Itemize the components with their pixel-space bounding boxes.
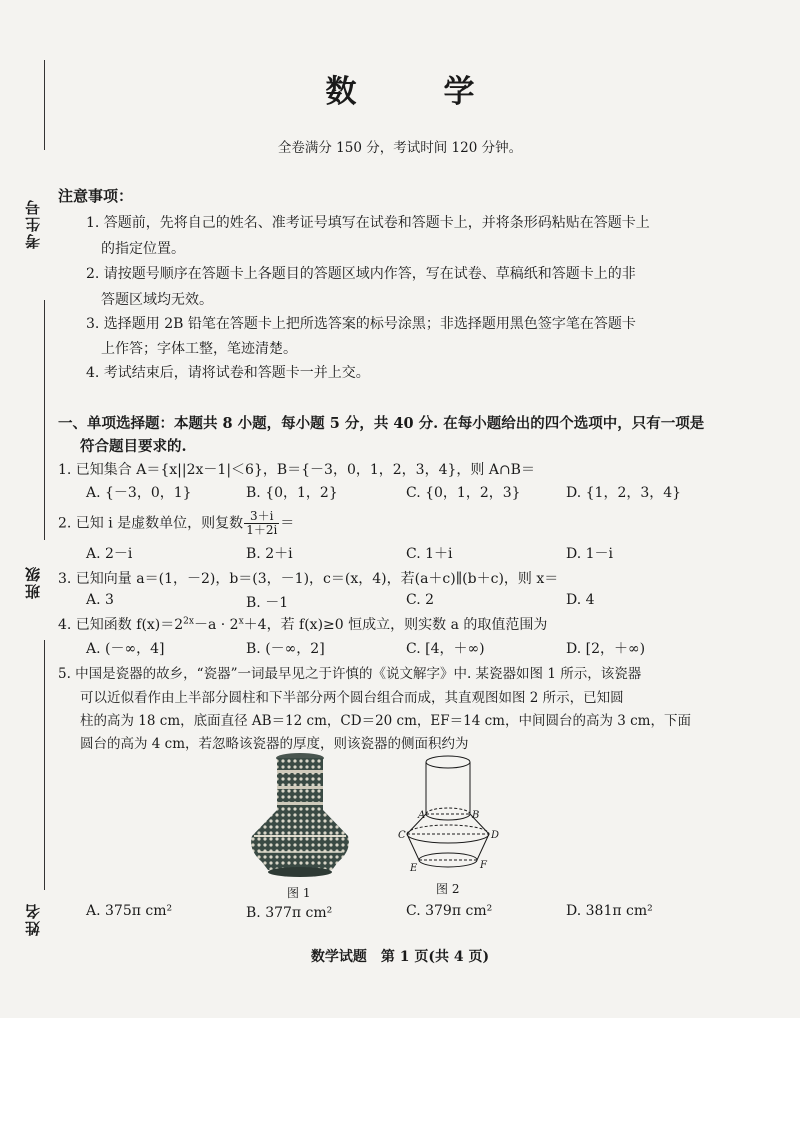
q4-exponent: 2x <box>183 616 194 627</box>
notice-line: 1. 答题前，先将自己的姓名、准考证号填写在试卷和答题卡上，并将条形码粘贴在答题卡上 <box>86 215 650 231</box>
margin-line <box>44 640 45 890</box>
q2-numerator: 3＋i <box>244 510 279 524</box>
q2-equals: ＝ <box>280 515 295 532</box>
q1-option-d: D. {1，2，3，4} <box>566 485 682 501</box>
page-footer: 数学试题 第 1 页(共 4 页) <box>310 949 490 965</box>
notice-line: 答题区域均无效。 <box>101 292 213 308</box>
page-title: 数 学 <box>325 74 503 110</box>
q5-option-a: A. 375π cm² <box>86 903 173 919</box>
q5-option-c: C. 379π cm² <box>406 903 493 919</box>
label-a: A <box>418 810 426 821</box>
q2-fraction <box>244 510 279 537</box>
q4-option-d: D. [2，＋∞) <box>566 641 646 657</box>
question-3-stem: 3. 已知向量 a＝(1，－2)，b＝(3，－1)，c＝(x，4)，若(a＋c)∥(b＋c)，则 x＝ <box>58 571 559 587</box>
label-c: C <box>398 830 406 841</box>
q2-stem-text: 2. 已知 i 是虚数单位，则复数 <box>58 515 244 532</box>
margin-line <box>44 300 45 540</box>
section-heading: 一、单项选择题：本题共 8 小题，每小题 5 分，共 40 分. 在每小题给出的四个选项中，只有一项是 <box>58 415 705 432</box>
class-label: 班级 <box>24 565 42 599</box>
q3-option-b: B. －1 <box>246 595 289 611</box>
q1-option-a: A. {－3，0，1} <box>86 485 192 501</box>
question-1-stem: 1. 已知集合 A＝{x||2x－1|＜6}，B＝{－3，0，1，2，3，4}，则 A∩B＝ <box>58 462 535 478</box>
name-label: 姓名 <box>24 902 42 936</box>
notice-line: 上作答；字体工整，笔迹清楚。 <box>101 341 297 357</box>
section-heading-cont: 符合题目要求的. <box>80 438 187 455</box>
q1-option-c: C. {0，1，2，3} <box>406 485 521 501</box>
q2-option-d: D. 1－i <box>566 546 614 562</box>
vase-photo <box>244 752 356 882</box>
notice-line: 的指定位置。 <box>101 241 185 257</box>
notice-line: 2. 请按题号顺序在答题卡上各题目的答题区域内作答，写在试卷、草稿纸和答题卡上的非 <box>86 266 636 282</box>
q4-stem-text: ＋4，若 f(x)≥0 恒成立，则实数 a 的取值范围为 <box>243 617 548 633</box>
q3-option-c: C. 2 <box>406 592 435 608</box>
question-4-stem <box>58 614 547 634</box>
q4-option-a: A. (－∞，4] <box>86 641 165 657</box>
question-5-stem: 5. 中国是瓷器的故乡，“瓷器”一词最早见之于许慎的《说文解字》中. 某瓷器如图 1 所示，该瓷器 <box>58 666 642 682</box>
q3-option-a: A. 3 <box>86 592 114 608</box>
geometry-diagram <box>392 752 512 882</box>
q2-option-a: A. 2－i <box>86 546 133 562</box>
q3-option-d: D. 4 <box>566 592 595 608</box>
q4-exponent: x <box>238 616 244 627</box>
q2-denominator: 1＋2i <box>246 523 278 537</box>
notice-line: 3. 选择题用 2B 铅笔在答题卡上把所选答案的标号涂黑；非选择题用黑色签字笔在答题卡 <box>86 316 636 332</box>
question-5-stem: 圆台的高为 4 cm，若忽略该瓷器的厚度，则该瓷器的侧面积约为 <box>80 736 469 752</box>
q2-option-c: C. 1＋i <box>406 546 453 562</box>
q2-option-b: B. 2＋i <box>246 546 293 562</box>
question-5-stem: 可以近似看作由上半部分圆柱和下半部分两个圆台组合而成，其直观图如图 2 所示，已知圆 <box>80 690 624 706</box>
q5-option-b: B. 377π cm² <box>246 905 333 921</box>
figure-2-caption: 图 2 <box>436 882 460 896</box>
notice-line: 4. 考试结束后，请将试卷和答题卡一并上交。 <box>86 365 370 381</box>
label-e: E <box>410 863 418 874</box>
label-d: D <box>491 830 500 841</box>
question-5-stem: 柱的高为 18 cm，底面直径 AB＝12 cm，CD＝20 cm，EF＝14 cm，中间圆台的高为 3 cm，下面 <box>80 713 691 729</box>
label-f: F <box>480 860 487 871</box>
q4-stem-text: －a · 2 <box>193 617 239 633</box>
notice-heading: 注意事项： <box>58 187 134 205</box>
exam-number-label: 考生号 <box>24 198 42 249</box>
question-2-stem <box>58 510 294 537</box>
q5-option-d: D. 381π cm² <box>566 903 653 919</box>
label-b: B <box>472 810 480 821</box>
figure-1-caption: 图 1 <box>287 886 311 900</box>
exam-info: 全卷满分 150 分，考试时间 120 分钟。 <box>277 140 523 156</box>
q1-option-b: B. {0，1，2} <box>246 485 338 501</box>
q4-stem-text: 4. 已知函数 f(x)＝2 <box>58 617 184 633</box>
q4-option-b: B. (－∞，2] <box>246 641 325 657</box>
q4-option-c: C. [4，＋∞) <box>406 641 485 657</box>
